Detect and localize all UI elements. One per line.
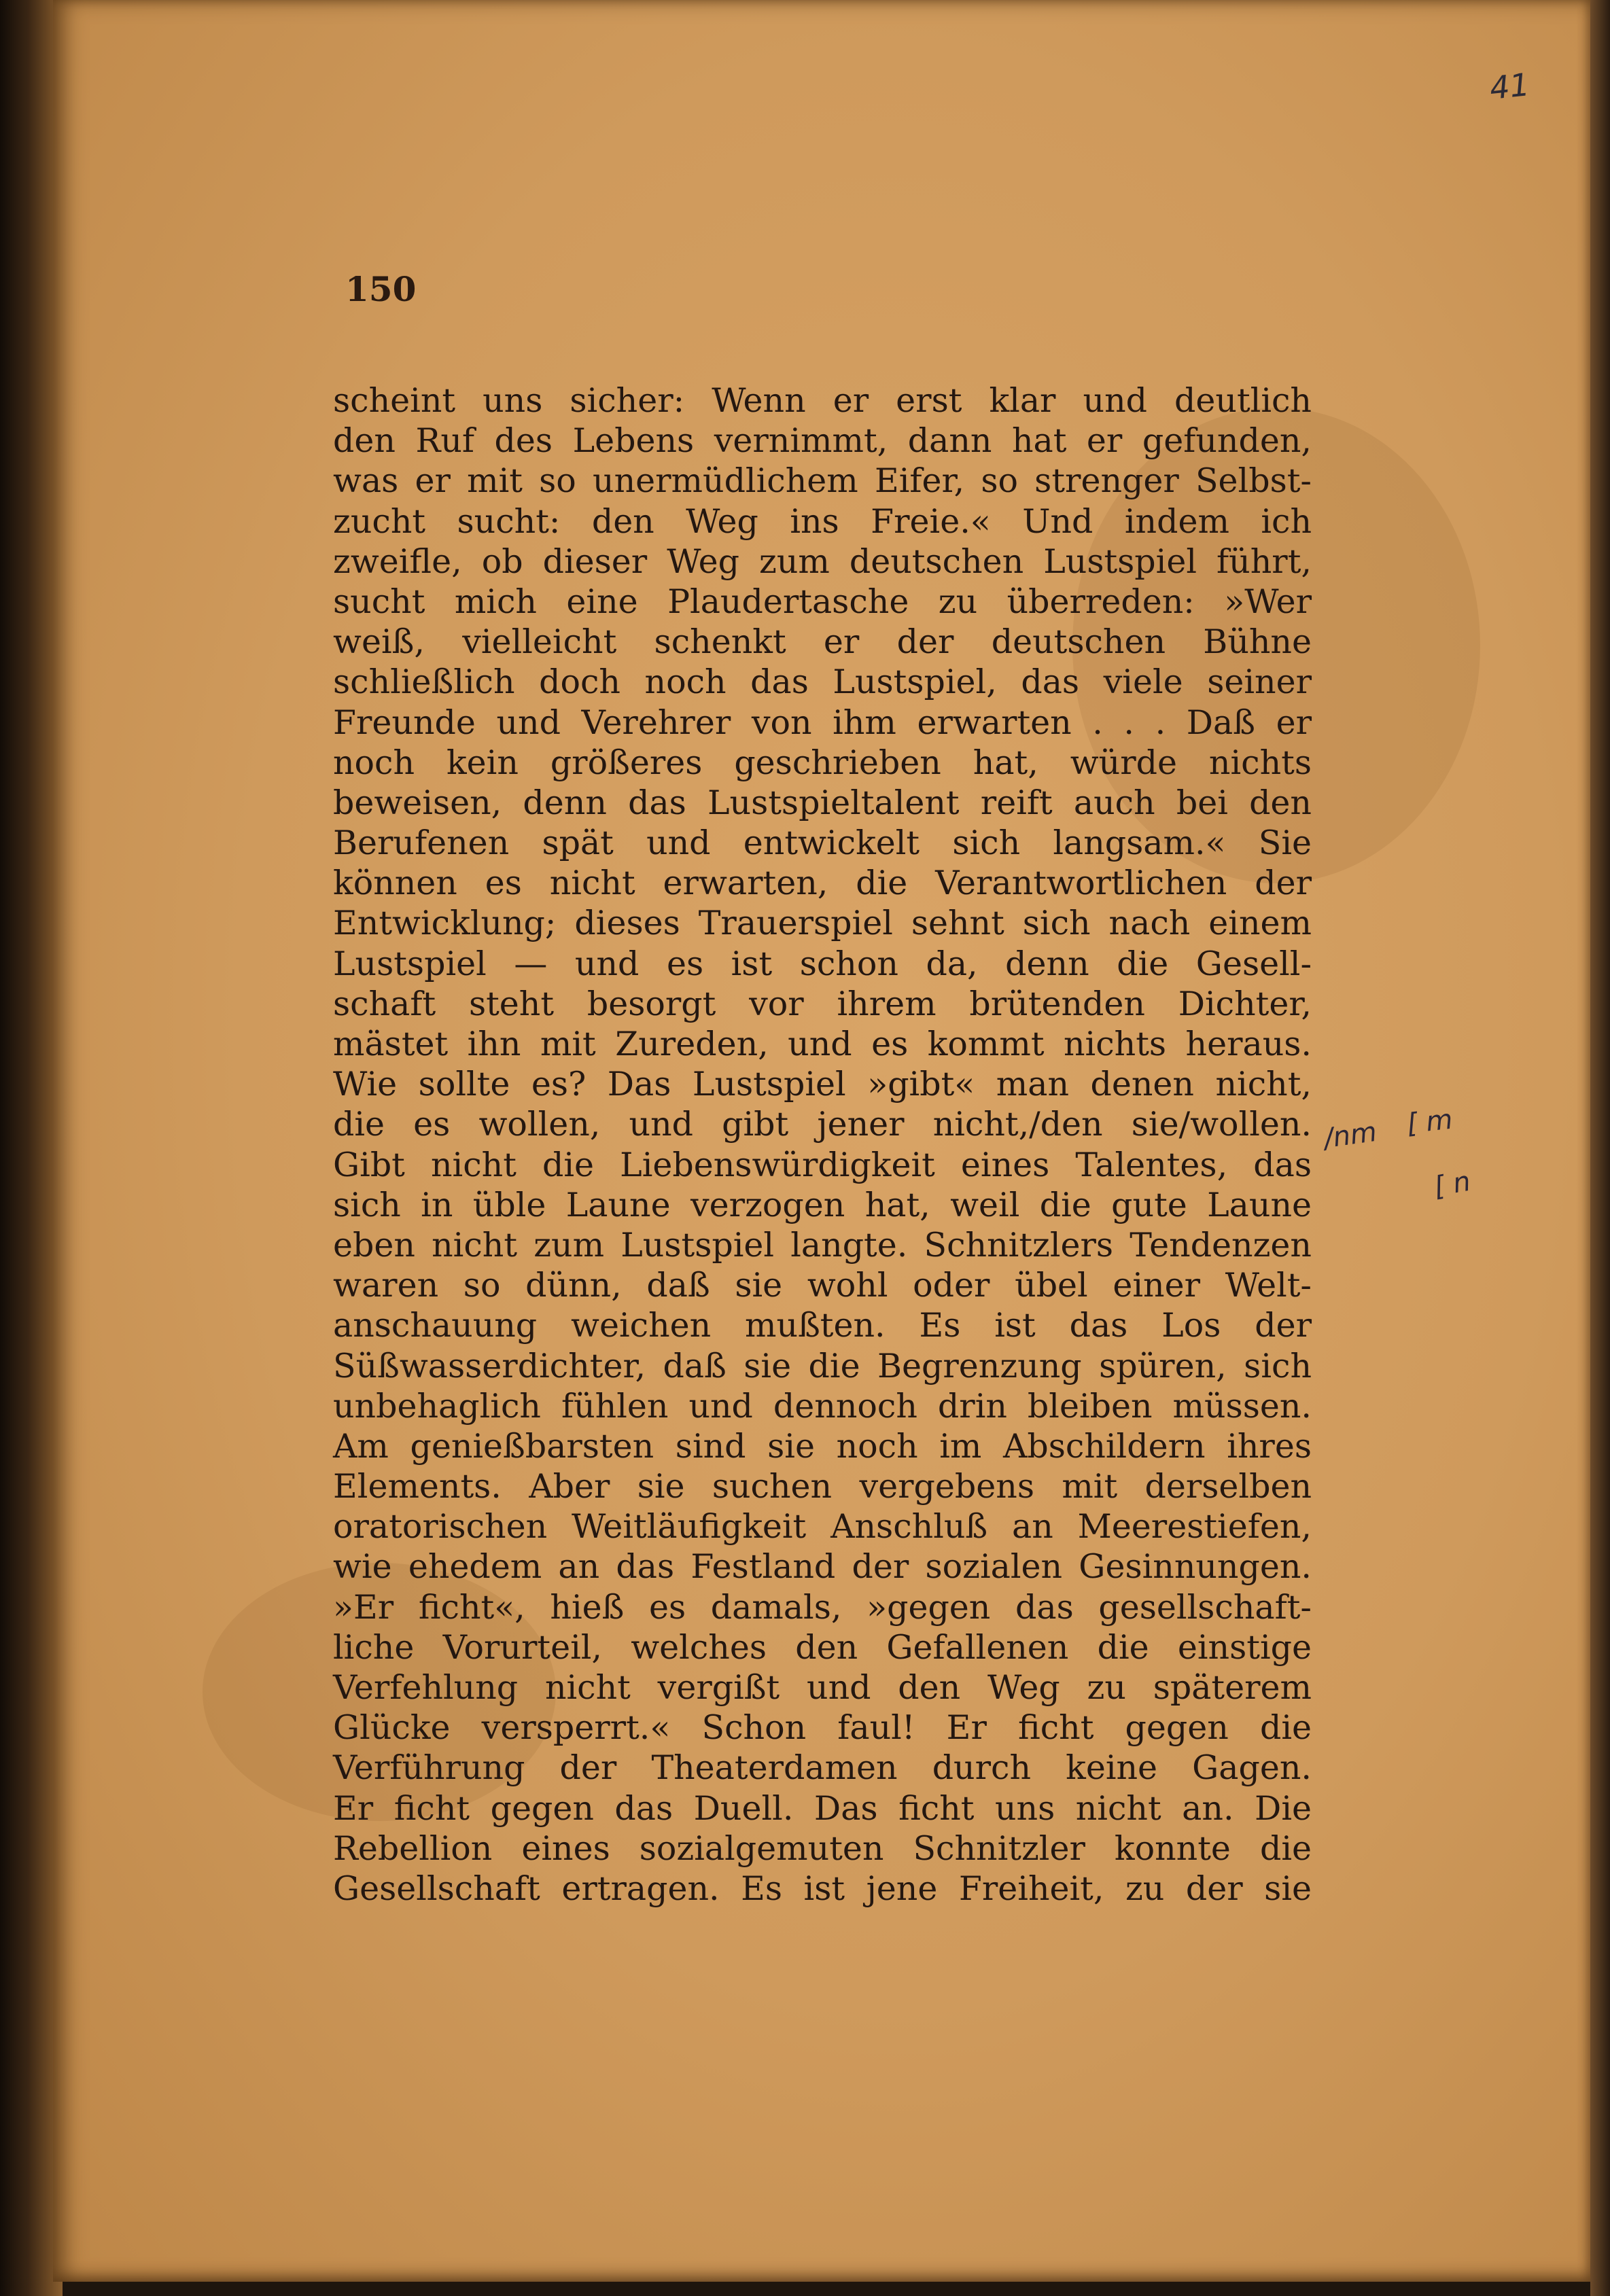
text-line: »Er ficht«, hieß es damals, »gegen das gesellschaft- bbox=[333, 1587, 1312, 1627]
text-line: Elements. Aber sie suchen vergebens mit derselben bbox=[333, 1467, 1312, 1506]
text-line: sich in üble Laune verzogen hat, weil die gute Laune bbox=[333, 1185, 1312, 1224]
text-line: zweifle, ob dieser Weg zum deutschen Lustspiel führt, bbox=[333, 542, 1312, 581]
text-line: Lustspiel — und es ist schon da, denn die Gesell- bbox=[333, 944, 1312, 983]
page-number: 150 bbox=[345, 269, 417, 309]
text-line: wie ehedem an das Festland der sozialen Gesinnungen. bbox=[333, 1547, 1312, 1587]
text-line: liche Vorurteil, welches den Gefallenen die einstige bbox=[333, 1627, 1312, 1667]
text-line: Entwicklung; dieses Trauerspiel sehnt sich nach einem bbox=[333, 904, 1312, 943]
text-line: können es nicht erwarten, die Verantwortlichen der bbox=[333, 864, 1312, 903]
text-line: Verführung der Theaterdamen durch keine Gagen. bbox=[333, 1748, 1312, 1788]
text-line: schließlich doch noch das Lustspiel, das viele seiner bbox=[333, 663, 1312, 702]
text-line: noch kein größeres geschrieben hat, würde nichts bbox=[333, 743, 1312, 782]
text-line: eben nicht zum Lustspiel langte. Schnitzlers Tendenzen bbox=[333, 1225, 1312, 1265]
text-line: scheint uns sicher: Wenn er erst klar und deutlich bbox=[333, 381, 1312, 420]
text-line: Verfehlung nicht vergißt und den Weg zu späterem bbox=[333, 1668, 1312, 1707]
text-line: beweisen, denn das Lustspieltalent reift auch bei den bbox=[333, 783, 1312, 822]
text-line: schaft steht besorgt vor ihrem brütenden Dichter, bbox=[333, 984, 1312, 1023]
text-line: oratorischen Weitläufigkeit Anschluß an Meerestiefen, bbox=[333, 1507, 1312, 1547]
text-line: unbehaglich fühlen und dennoch drin bleiben müssen. bbox=[333, 1386, 1312, 1426]
text-line: Süßwasserdichter, daß sie die Begrenzung spüren, sich bbox=[333, 1346, 1312, 1385]
text-line: Gesellschaft ertragen. Es ist jene Freiheit, zu der sie bbox=[333, 1869, 1312, 1908]
text-line: Rebellion eines sozialgemuten Schnitzler konnte die bbox=[333, 1829, 1312, 1868]
text-line: den Ruf des Lebens vernimmt, dann hat er gefunden, bbox=[333, 421, 1312, 461]
text-line: Am genießbarsten sind sie noch im Abschildern ihres bbox=[333, 1426, 1312, 1466]
text-line: mästet ihn mit Zureden, und es kommt nichts heraus. bbox=[333, 1025, 1312, 1063]
handwritten-margin-note: [ n bbox=[1431, 1165, 1473, 1203]
text-line: die es wollen, und gibt jener nicht,/den sie/wollen. bbox=[333, 1105, 1312, 1144]
text-line: was er mit so unermüdlichem Eifer, so strenger Selbst- bbox=[333, 461, 1312, 501]
text-line: Freunde und Verehrer von ihm erwarten . . . Daß er bbox=[333, 703, 1312, 742]
text-line: Gibt nicht die Liebenswürdigkeit eines Talentes, das bbox=[333, 1145, 1312, 1184]
text-line: zucht sucht: den Weg ins Freie.« Und indem ich bbox=[333, 501, 1312, 541]
text-line: Er ficht gegen das Duell. Das ficht uns nicht an. Die bbox=[333, 1788, 1312, 1828]
page-edge bbox=[1590, 0, 1610, 2296]
text-line: waren so dünn, daß sie wohl oder übel einer Welt- bbox=[333, 1266, 1312, 1305]
text-line: anschauung weichen mußten. Es ist das Los der bbox=[333, 1306, 1312, 1345]
text-line: Berufenen spät und entwickelt sich langsam.« Sie bbox=[333, 824, 1312, 863]
folio-number: 41 bbox=[1488, 66, 1532, 107]
text-line: sucht mich eine Plaudertasche zu überreden: »Wer bbox=[333, 582, 1312, 621]
body-text bbox=[333, 381, 1312, 1909]
text-line: weiß, vielleicht schenkt er der deutschen Bühne bbox=[333, 622, 1312, 662]
text-line: Wie sollte es? Das Lustspiel »gibt« man denen nicht, bbox=[333, 1065, 1312, 1104]
handwritten-margin-note: [ m bbox=[1405, 1103, 1454, 1140]
handwritten-margin-note: /nm bbox=[1322, 1116, 1379, 1155]
text-line: Glücke versperrt.« Schon faul! Er ficht gegen die bbox=[333, 1708, 1312, 1748]
